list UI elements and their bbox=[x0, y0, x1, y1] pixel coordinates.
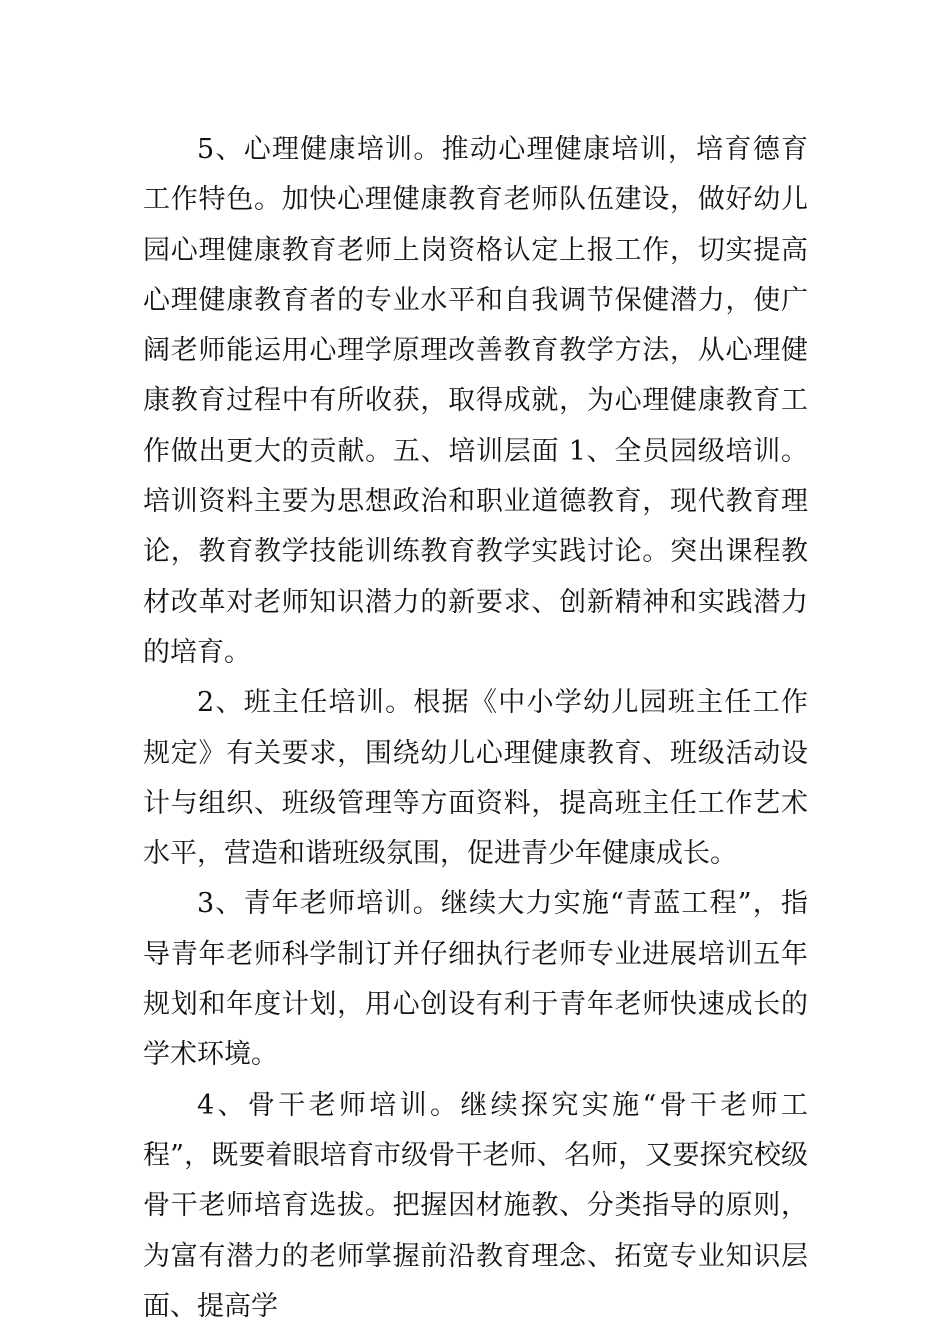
paragraph-psychological-health-training: 5、心理健康培训。推动心理健康培训，培育德育工作特色。加快心理健康教育老师队伍建设，做好幼儿园心理健康教育老师上岗资格认定上报工作，切实提高心理健康教育者的专业水平和自我调节保健潜力，使广阔老师能运用心理学原理改善教育教学方法，从心理健康教育过程中有所收获，取得成就，为心理健康教育工作做出更大的贡献。五、培训层面 1、全员园级培训。培训资料主要为思想政治和职业道德教育，现代教育理论，教育教学技能训练教育教学实践讨论。突出课程教材改革对老师知识潜力的新要求、创新精神和实践潜力的培育。 bbox=[143, 134, 808, 668]
paragraph-young-teacher-training: 3、青年老师培训。继续大力实施“青蓝工程”，指导青年老师科学制订并仔细执行老师专业进展培训五年规划和年度计划，用心创设有利于青年老师快速成长的学术环境。 bbox=[143, 888, 808, 1071]
document-body bbox=[143, 125, 808, 1332]
paragraph-key-teacher-training: 4、骨干老师培训。继续探究实施“骨干老师工程”，既要着眼培育市级骨干老师、名师，又要探究校级骨干老师培育选拔。把握因材施教、分类指导的原则，为富有潜力的老师掌握前沿教育理念、拓宽专业知识层面、提高学 bbox=[143, 1089, 808, 1322]
paragraph-class-teacher-training: 2、班主任培训。根据《中小学幼儿园班主任工作规定》有关要求，围绕幼儿心理健康教育、班级活动设计与组织、班级管理等方面资料，提高班主任工作艺术水平，营造和谐班级氛围，促进青少年健康成长。 bbox=[143, 687, 808, 870]
